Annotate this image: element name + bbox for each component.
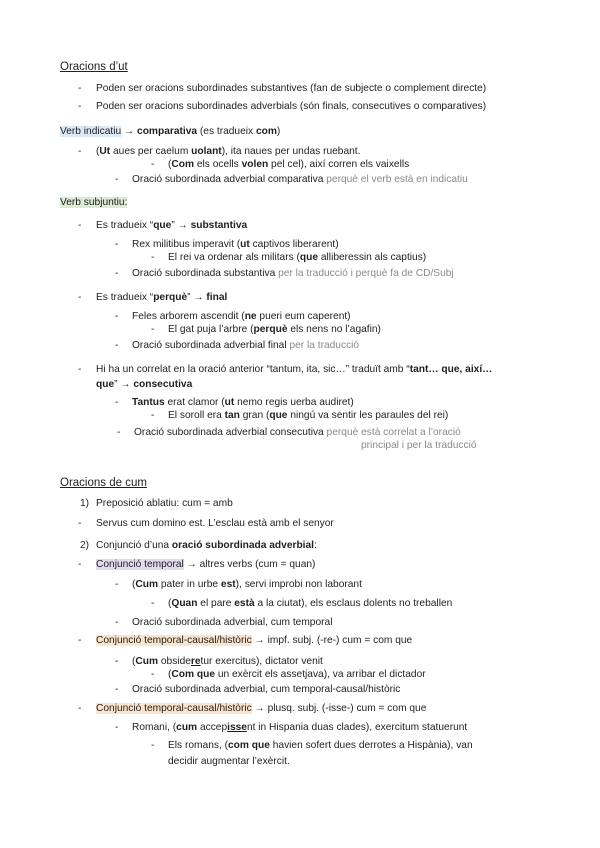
list-number: 2) [80, 540, 90, 551]
bullet-dash: - [151, 669, 155, 680]
bold-run: com que [228, 740, 270, 751]
text-run: obside [158, 656, 191, 667]
text-run: ), ita naues per undas ruebant. [221, 146, 361, 157]
bold-run: com [255, 126, 277, 137]
text-run: els ocells [194, 159, 242, 170]
text-run: ( [132, 579, 136, 590]
cum-preposicio: Preposició ablatiu: cum = amb [96, 498, 233, 509]
text-run: El gat puja l’arbre ( [168, 324, 254, 335]
text-run: ), servi improbi non laborant [235, 579, 362, 590]
bold-underline-run: isse [227, 722, 247, 733]
catalan-translation [168, 409, 448, 422]
bold-run: tant… que, així… [409, 364, 493, 375]
text-run: aues per caelum [110, 146, 192, 157]
subjuntiu-heading [60, 196, 127, 209]
catalan-translation [168, 597, 452, 610]
bullet-dash: - [78, 364, 82, 375]
bullet-dash: - [115, 340, 119, 351]
latin-example [96, 145, 360, 158]
bold-run: que [299, 252, 319, 263]
bold-run: uolant [191, 146, 222, 157]
catalan-translation [168, 251, 426, 264]
rule-que-substantiva [96, 219, 247, 232]
text-run: Conjunció d’una [96, 540, 172, 551]
bullet-dash: - [151, 410, 155, 421]
bold-run: ut [224, 397, 235, 408]
text-run: ( [168, 598, 172, 609]
arrow: → [121, 126, 138, 137]
bullet-dash: - [78, 146, 82, 157]
bullet-dash: - [78, 518, 82, 529]
text-run: havien sofert dues derrotes a Hispània), van [269, 740, 473, 751]
section-heading-cum: Oracions de cum [60, 477, 147, 489]
text-run: ningú va sentir les paraules del rei) [287, 410, 449, 421]
subjuntiu-label: Verb subjuntiu: [60, 197, 128, 208]
bullet-dash: - [151, 740, 155, 751]
classification-note: Oració subordinada adverbial, cum temporal [132, 617, 333, 628]
text-run: ( [132, 656, 136, 667]
gray-note: perquè està correlat a l’oració [323, 427, 461, 438]
bold-run: que [153, 220, 172, 231]
classification-note [132, 173, 468, 186]
bullet-dash: - [151, 324, 155, 335]
text-run: accep [197, 722, 228, 733]
bold-run: substantiva [190, 220, 248, 231]
bold-run: volen [241, 159, 269, 170]
latin-example [132, 310, 351, 323]
bullet-dash: - [78, 83, 82, 94]
bold-run: que [96, 379, 115, 390]
text-run: (es tradueix [197, 126, 256, 137]
bullet-dash: - [115, 656, 119, 667]
text-run: els nens no l’agafin) [287, 324, 381, 335]
bullet-dash: - [115, 397, 119, 408]
highlight-label: Conjunció temporal [96, 559, 184, 570]
text-run: a la ciutat), els esclaus dolents no treballen [254, 598, 453, 609]
rule-cum-impf [96, 634, 412, 647]
bold-run: Ut [99, 146, 111, 157]
bold-run: Cum [135, 579, 159, 590]
text-run: Rex militibus imperavit ( [132, 239, 241, 250]
rule-consecutiva-cont [96, 378, 192, 391]
text-run: El soroll era [168, 410, 225, 421]
highlight-label: Conjunció temporal-causal/històric [96, 635, 252, 646]
bold-run: est [220, 579, 236, 590]
text-run: Oració subordinada adverbial final [132, 340, 287, 351]
bold-run: Quan [171, 598, 198, 609]
text-run: captivos liberarent) [249, 239, 339, 250]
latin-example [132, 396, 354, 409]
bullet-dash: - [78, 292, 82, 303]
latin-example [132, 238, 339, 251]
text-run: un exèrcit els assetjava), va arribar el dictador [215, 669, 426, 680]
gray-note: per la traducció i perquè fa de CD/Subj [275, 268, 454, 279]
text-run: nemo regis uerba audiret) [234, 397, 354, 408]
cum-conjuncio [96, 539, 317, 552]
text-run: Romani, ( [132, 722, 177, 733]
latin-example [132, 721, 467, 734]
catalan-translation [168, 668, 426, 681]
classification-note [132, 339, 359, 352]
text-run: ( [168, 669, 172, 680]
bullet-dash: - [78, 101, 82, 112]
text-run: gran ( [239, 410, 270, 421]
latin-example [132, 655, 323, 668]
bullet-dash: - [115, 617, 119, 628]
gray-note: per la traducció [286, 340, 360, 351]
bullet-dash: - [115, 239, 119, 250]
text-run: Oració subordinada substantiva [132, 268, 276, 279]
text-run: alliberessin als captius) [318, 252, 427, 263]
bullet-dash: - [115, 684, 119, 695]
text-run: → plusq. subj. (-isse-) cum = com que [251, 703, 427, 714]
text-run: nt in Hispania duas clades), exercitum statuerunt [246, 722, 468, 733]
text-run: pueri eum caperent) [256, 311, 351, 322]
rule-perque-final [96, 291, 227, 304]
highlight-label: Conjunció temporal-causal/històric [96, 703, 252, 714]
catalan-translation-cont: decidir augmentar l’exèrcit. [168, 756, 290, 767]
bold-run: perquè [153, 292, 188, 303]
gray-note: perquè el verb està en indicatiu [323, 174, 468, 185]
bullet-dash: - [115, 174, 119, 185]
ut-intro-substantives: Poden ser oracions subordinades substantives (fan de subjecte o complement directe) [96, 83, 487, 94]
text-run: ” → [187, 292, 207, 303]
bullet-dash: - [78, 220, 82, 231]
text-run: Feles arborem ascendit ( [132, 311, 245, 322]
text-run: ” → [114, 379, 134, 390]
rule-consecutiva [96, 363, 492, 376]
kind-bold: comparativa [137, 126, 198, 137]
text-run: tur exercitus), dictator venit [200, 656, 323, 667]
bullet-dash: - [151, 598, 155, 609]
bullet-dash: - [115, 311, 119, 322]
bullet-dash: - [151, 252, 155, 263]
text-run: Oració subordinada adverbial consecutiva [134, 427, 324, 438]
text-run: Els romans, ( [168, 740, 229, 751]
text-run: → impf. subj. (-re-) cum = com que [251, 635, 413, 646]
text-run: el pare [197, 598, 235, 609]
bold-run: tan [224, 410, 240, 421]
list-number: 1) [80, 498, 90, 509]
catalan-translation [168, 158, 409, 171]
indicatiu-heading [60, 125, 280, 138]
text-run: Es tradueix “ [96, 220, 154, 231]
bold-run: que [269, 410, 288, 421]
bullet-dash: - [151, 159, 155, 170]
bullet-dash: - [78, 559, 82, 570]
bold-run: Cum [135, 656, 159, 667]
text-run: erat clamor ( [164, 397, 225, 408]
text-run: → altres verbs (cum = quan) [183, 559, 316, 570]
text-run: ( [96, 146, 100, 157]
bold-run: Com que [171, 669, 215, 680]
classification-note: Oració subordinada adverbial, cum temporal-causal/històric [132, 684, 401, 695]
bold-run: Com [171, 159, 195, 170]
cum-preposicio-example: Servus cum domino est. L’esclau està amb el senyor [96, 518, 334, 529]
classification-note [132, 267, 454, 280]
text-run: ( [168, 159, 172, 170]
bullet-dash: - [78, 635, 82, 646]
gray-note-cont: principal i per la traducció [361, 440, 477, 451]
bold-run: consecutiva [133, 379, 193, 390]
bold-run: perquè [253, 324, 288, 335]
text-run: Es tradueix “ [96, 292, 154, 303]
text-run: ) [276, 126, 281, 137]
bold-run: ut [240, 239, 250, 250]
bullet-dash: - [78, 703, 82, 714]
bold-run: cum [176, 722, 198, 733]
section-heading-ut: Oracions d’ut [60, 61, 128, 73]
text-run: El rei va ordenar als militars ( [168, 252, 300, 263]
bold-run: ne [244, 311, 257, 322]
text-run: pel cel), així corren els vaixells [268, 159, 410, 170]
catalan-translation [168, 323, 381, 336]
text-run: pater in urbe [158, 579, 221, 590]
classification-note [134, 426, 461, 439]
rule-cum-plusq [96, 702, 426, 715]
rule-cum-temporal [96, 558, 315, 571]
text-run: Hi ha un correlat en la oració anterior “tantum, ita, sic…” traduït amb “ [96, 364, 410, 375]
bullet-dash: - [115, 579, 119, 590]
text-run: : [314, 540, 317, 551]
bold-run: Tantus [132, 397, 165, 408]
bold-run: oració subordinada adverbial [171, 540, 315, 551]
ut-intro-adverbials: Poden ser oracions subordinades adverbials (són finals, consecutives o comparatives) [96, 101, 487, 112]
bold-run: final [206, 292, 228, 303]
text-run: ” → [171, 220, 191, 231]
latin-example [132, 578, 362, 591]
catalan-translation [168, 739, 473, 752]
text-run: Oració subordinada adverbial comparativa [132, 174, 324, 185]
indicatiu-label: Verb indicatiu [60, 126, 122, 137]
bullet-dash: - [115, 722, 119, 733]
bold-run: està [234, 598, 255, 609]
bold-underline-run: re [190, 656, 201, 667]
bullet-dash: - [117, 427, 121, 438]
bullet-dash: - [115, 268, 119, 279]
